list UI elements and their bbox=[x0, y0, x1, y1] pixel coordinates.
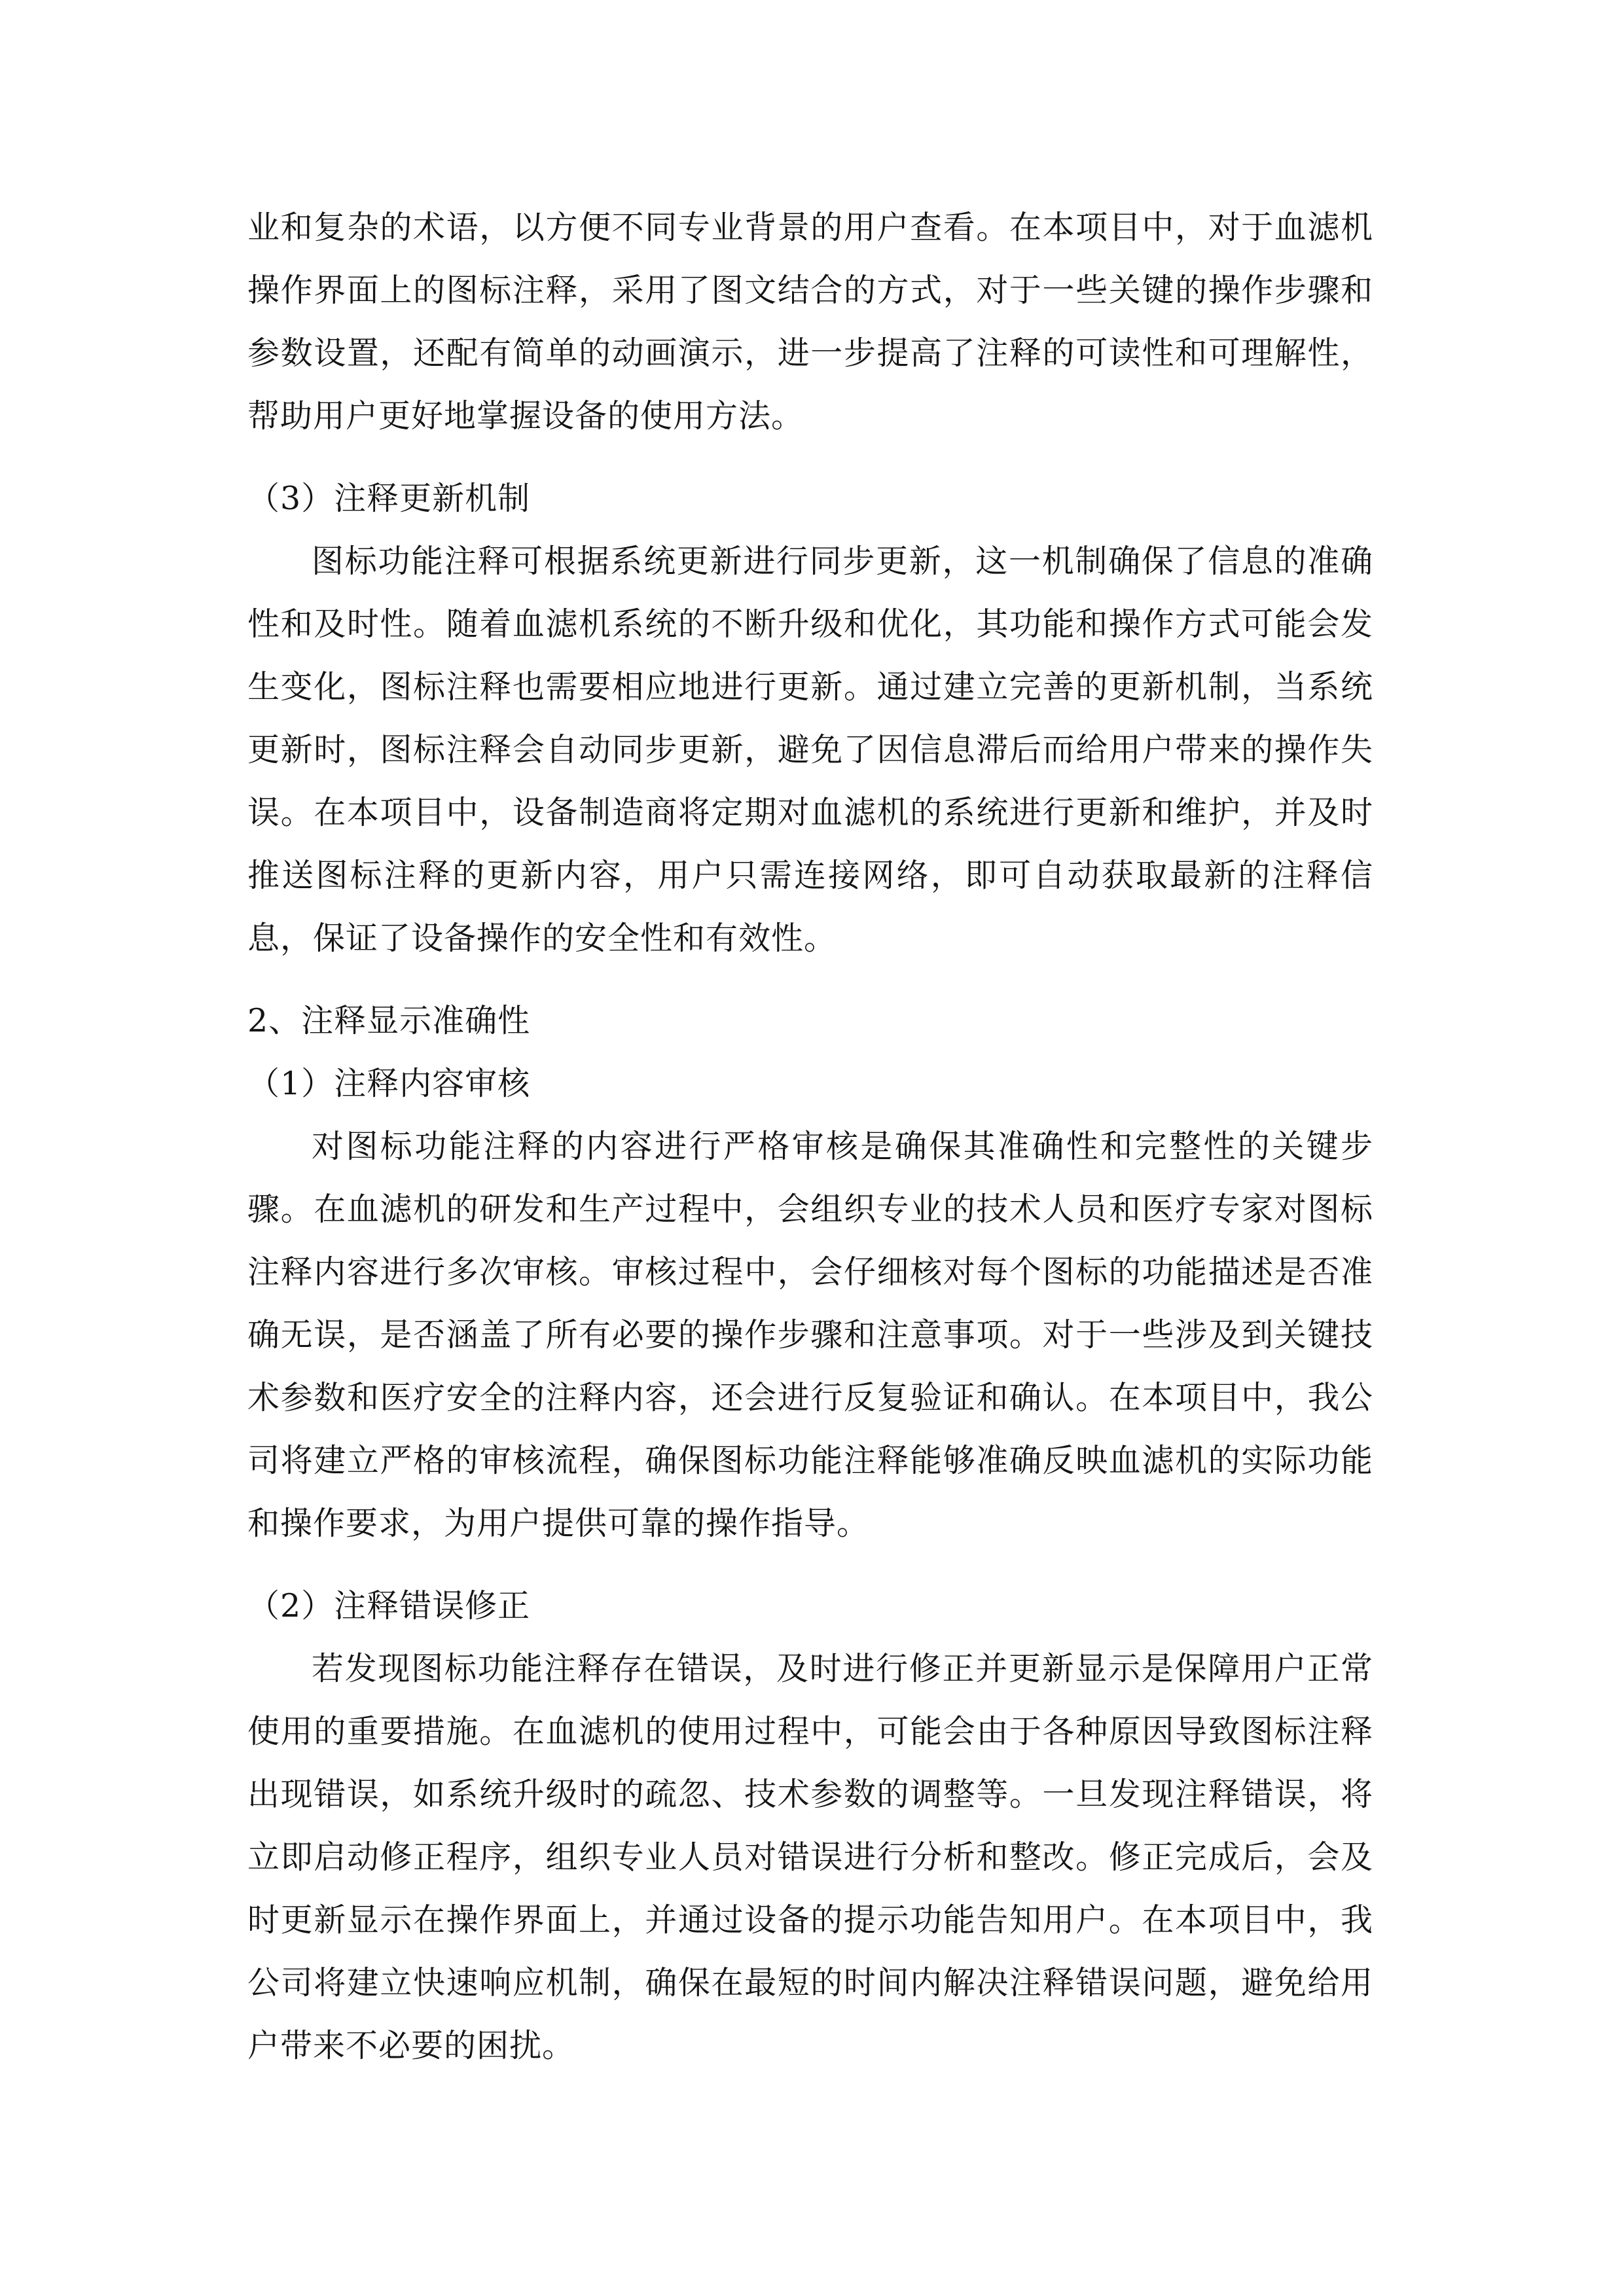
paragraph-error-correction: 若发现图标功能注释存在错误，及时进行修正并更新显示是保障用户正常使用的重要措施。在血滤机的使用过程中，可能会由于各种原因导致图标注释出现错误，如系统升级时的疏忽、技术参数的调整等。一旦发现注释错误，将立即启动修正程序，组织专业人员对错误进行分析和整改。修正完成后，会及时更新显示在操作界面上，并通过设备的提示功能告知用户。在本项目中，我公司将建立快速响应机制，确保在最短的时间内解决注释错误问题，避免给用户带来不必要的困扰。 bbox=[247, 1650, 1373, 2064]
heading-update-mechanism: （3）注释更新机制 bbox=[247, 480, 531, 517]
heading-display-accuracy: 2、注释显示准确性 bbox=[247, 1002, 531, 1039]
paragraph-intro-continuation: 业和复杂的术语，以方便不同专业背景的用户查看。在本项目中，对于血滤机操作界面上的图标注释，采用了图文结合的方式，对于一些关键的操作步骤和参数设置，还配有简单的动画演示，进一步提高了注释的可读性和可理解性，帮助用户更好地掌握设备的使用方法。 bbox=[247, 209, 1373, 435]
paragraph-update-mechanism: 图标功能注释可根据系统更新进行同步更新，这一机制确保了信息的准确性和及时性。随着血滤机系统的不断升级和优化，其功能和操作方式可能会发生变化，图标注释也需要相应地进行更新。通过建立完善的更新机制，当系统更新时，图标注释会自动同步更新，避免了因信息滞后而给用户带来的操作失误。在本项目中，设备制造商将定期对血滤机的系统进行更新和维护，并及时推送图标注释的更新内容，用户只需连接网络，即可自动获取最新的注释信息，保证了设备操作的安全性和有效性。 bbox=[247, 543, 1373, 957]
heading-error-correction: （2）注释错误修正 bbox=[247, 1587, 531, 1624]
paragraph-content-review: 对图标功能注释的内容进行严格审核是确保其准确性和完整性的关键步骤。在血滤机的研发和生产过程中，会组织专业的技术人员和医疗专家对图标注释内容进行多次审核。审核过程中，会仔细核对每个图标的功能描述是否准确无误，是否涵盖了所有必要的操作步骤和注意事项。对于一些涉及到关键技术参数和医疗安全的注释内容，还会进行反复验证和确认。在本项目中，我公司将建立严格的审核流程，确保图标功能注释能够准确反映血滤机的实际功能和操作要求，为用户提供可靠的操作指导。 bbox=[247, 1128, 1373, 1542]
document-body bbox=[247, 196, 1373, 2097]
heading-content-review: （1）注释内容审核 bbox=[247, 1065, 531, 1102]
